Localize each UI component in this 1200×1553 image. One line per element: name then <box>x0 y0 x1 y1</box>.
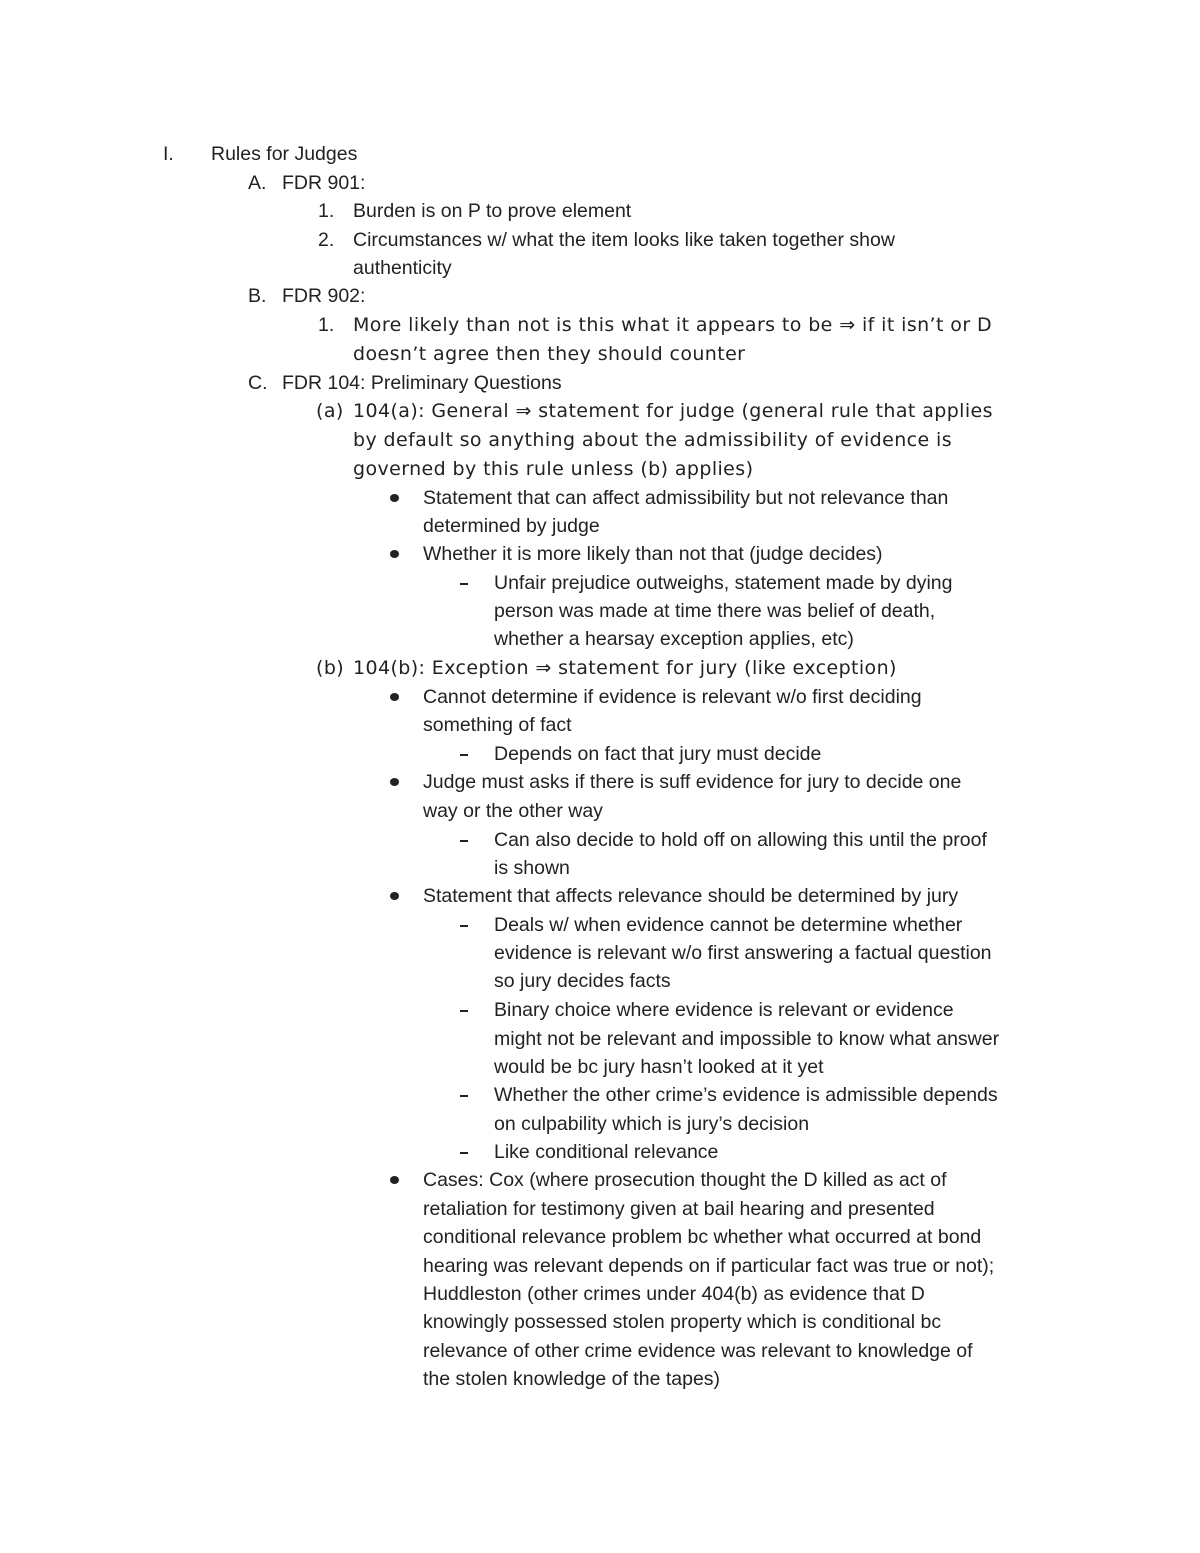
dash-text: might not be relevant and impossible to know what answer <box>494 1028 1000 1050</box>
subheading-fdr-901: FDR 901: <box>282 172 366 194</box>
list-item-text: 104(a): General ⇒ statement for judge (general rule that applies <box>353 400 993 422</box>
list-item-text: Circumstances w/ what the item looks like taken together show <box>353 229 895 251</box>
bullet-text: the stolen knowledge of the tapes) <box>423 1368 721 1390</box>
bullet-text: knowingly possessed stolen property which is conditional bc <box>423 1311 942 1333</box>
dash-text: Like conditional relevance <box>494 1141 719 1163</box>
list-item-text: More likely than not is this what it appears to be ⇒ if it isn’t or D <box>353 314 992 336</box>
bullet-text: conditional relevance problem bc whether what occurred at bond <box>423 1226 982 1248</box>
bullet-icon <box>390 1176 399 1184</box>
bullet-text: Cannot determine if evidence is relevant w/o first deciding <box>423 686 922 708</box>
dash-icon <box>460 583 468 585</box>
bullet-icon <box>390 550 399 558</box>
bullet-text: relevance of other crime evidence was relevant to knowledge of <box>423 1340 973 1362</box>
list-marker-a: (a) <box>316 400 344 422</box>
list-item-text: authenticity <box>353 257 452 279</box>
dash-text: Unfair prejudice outweighs, statement made by dying <box>494 572 953 594</box>
dash-icon <box>460 1010 468 1012</box>
bullet-text: Statement that can affect admissibility but not relevance than <box>423 487 949 509</box>
dash-text: Deals w/ when evidence cannot be determine whether <box>494 914 963 936</box>
dash-text: Binary choice where evidence is relevant or evidence <box>494 999 954 1021</box>
dash-icon <box>460 925 468 927</box>
dash-text: evidence is relevant w/o first answering a factual question <box>494 942 992 964</box>
dash-icon <box>460 1095 468 1097</box>
dash-text: Whether the other crime’s evidence is admissible depends <box>494 1084 998 1106</box>
section-heading-rules-for-judges: Rules for Judges <box>211 143 358 165</box>
subheading-fdr-104: FDR 104: Preliminary Questions <box>282 372 562 394</box>
list-marker-1: 1. <box>318 200 335 222</box>
bullet-icon <box>390 892 399 900</box>
bullet-text: Cases: Cox (where prosecution thought the D killed as act of <box>423 1169 947 1191</box>
list-marker-1: 1. <box>318 314 335 336</box>
bullet-text: way or the other way <box>423 800 603 822</box>
subheading-fdr-902: FDR 902: <box>282 285 366 307</box>
bullet-icon <box>390 778 399 786</box>
bullet-text: Judge must asks if there is suff evidence for jury to decide one <box>423 771 962 793</box>
dash-text: would be bc jury hasn’t looked at it yet <box>494 1056 824 1078</box>
dash-icon <box>460 840 468 842</box>
outline-marker-I: I. <box>163 143 174 165</box>
bullet-text: hearing was relevant depends on if particular fact was true or not); <box>423 1255 995 1277</box>
list-item-text: 104(b): Exception ⇒ statement for jury (like exception) <box>353 657 897 679</box>
list-marker-b: (b) <box>316 657 345 679</box>
bullet-icon <box>390 494 399 502</box>
outline-marker-C: C. <box>248 372 268 394</box>
bullet-text: Whether it is more likely than not that (judge decides) <box>423 543 883 565</box>
dash-text: person was made at time there was belief of death, <box>494 600 936 622</box>
list-item-text: doesn’t agree then they should counter <box>353 343 746 365</box>
dash-text: Can also decide to hold off on allowing this until the proof <box>494 829 987 851</box>
dash-text: whether a hearsay exception applies, etc) <box>494 628 854 650</box>
dash-icon <box>460 1152 468 1154</box>
dash-text: Depends on fact that jury must decide <box>494 743 822 765</box>
list-item-text: by default so anything about the admissibility of evidence is <box>353 429 953 451</box>
outline-marker-A: A. <box>248 172 267 194</box>
bullet-text: Huddleston (other crimes under 404(b) as evidence that D <box>423 1283 925 1305</box>
bullet-text: something of fact <box>423 714 572 736</box>
list-marker-2: 2. <box>318 229 335 251</box>
bullet-text: determined by judge <box>423 515 600 537</box>
dash-icon <box>460 754 468 756</box>
bullet-icon <box>390 693 399 701</box>
list-item-text: Burden is on P to prove element <box>353 200 632 222</box>
dash-text: on culpability which is jury’s decision <box>494 1113 810 1135</box>
bullet-text: Statement that affects relevance should be determined by jury <box>423 885 959 907</box>
dash-text: is shown <box>494 857 570 879</box>
outline-marker-B: B. <box>248 285 267 307</box>
list-item-text: governed by this rule unless (b) applies) <box>353 458 754 480</box>
dash-text: so jury decides facts <box>494 970 671 992</box>
bullet-text: retaliation for testimony given at bail hearing and presented <box>423 1198 935 1220</box>
